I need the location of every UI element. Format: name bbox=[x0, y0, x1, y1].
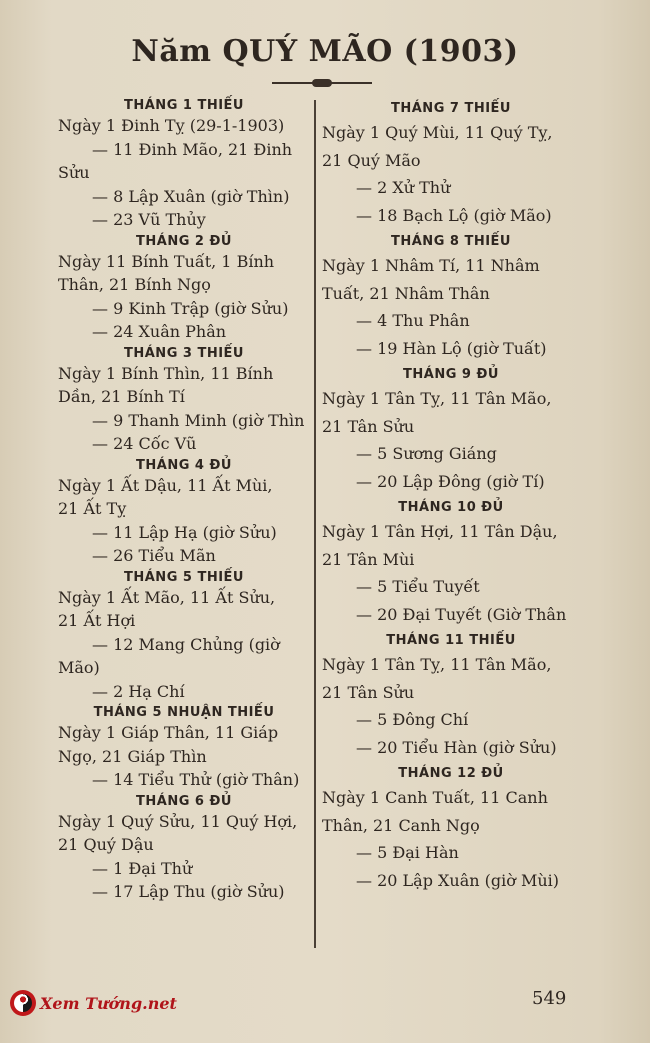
solar-term-line: — 19 Hàn Lộ (giờ Tuất) bbox=[356, 338, 547, 358]
solar-term-line: — 5 Đại Hàn bbox=[356, 843, 459, 862]
calendar-line: Thân, 21 Canh Ngọ bbox=[322, 815, 480, 835]
calendar-line: Ngày 1 Nhâm Tí, 11 Nhâm bbox=[322, 256, 540, 275]
calendar-line: Dần, 21 Bính Tí bbox=[58, 387, 185, 406]
month-heading: THÁNG 7 THIẾU bbox=[391, 101, 511, 116]
calendar-line: Ngày 1 Tân Tỵ, 11 Tân Mão, bbox=[322, 655, 552, 674]
site-logo[interactable] bbox=[10, 990, 177, 1016]
calendar-line: 21 Tân Mùi bbox=[322, 549, 415, 569]
solar-term-line: — 20 Đại Tuyết (Giờ Thân bbox=[356, 604, 567, 624]
calendar-line: Ngọ, 21 Giáp Thìn bbox=[58, 746, 207, 766]
page-title: Năm QUÝ MÃO (1903) bbox=[131, 34, 519, 69]
solar-term-line: — 9 Kinh Trập (giờ Sửu) bbox=[92, 298, 289, 318]
calendar-line: Ngày 1 Quý Mùi, 11 Quý Tỵ, bbox=[322, 123, 553, 142]
calendar-line: 21 Tân Sửu bbox=[322, 416, 415, 436]
solar-term-line: — 11 Lập Hạ (giờ Sửu) bbox=[92, 522, 277, 542]
solar-term-line: — 2 Xử Thử bbox=[356, 178, 451, 197]
left-column bbox=[58, 96, 310, 904]
solar-term-line: — 5 Sương Giáng bbox=[356, 444, 497, 463]
solar-term-line: — 23 Vũ Thủy bbox=[92, 210, 206, 229]
calendar-line: Ngày 1 Giáp Thân, 11 Giáp bbox=[58, 723, 279, 742]
page-number: 549 bbox=[532, 988, 567, 1009]
month-heading: THÁNG 12 ĐỦ bbox=[398, 766, 504, 781]
calendar-line: Thân, 21 Bính Ngọ bbox=[58, 275, 211, 294]
solar-term-line: — 20 Tiểu Hàn (giờ Sửu) bbox=[356, 737, 557, 757]
right-column bbox=[322, 96, 580, 894]
month-heading: THÁNG 5 NHUẬN THIẾU bbox=[93, 705, 275, 720]
calendar-line: Ngày 1 Ất Mão, 11 Ất Sửu, bbox=[58, 587, 276, 607]
solar-term-line: — 17 Lập Thu (giờ Sửu) bbox=[92, 882, 285, 901]
month-heading: THÁNG 11 THIẾU bbox=[386, 633, 516, 648]
month-heading: THÁNG 3 THIẾU bbox=[124, 345, 244, 361]
calendar-line: Tuất, 21 Nhâm Thân bbox=[322, 283, 490, 303]
calendar-line: Ngày 1 Bính Thìn, 11 Bính bbox=[58, 363, 274, 383]
calendar-line: 21 Quý Dậu bbox=[58, 835, 154, 854]
solar-term-line: — 2 Hạ Chí bbox=[92, 681, 185, 701]
month-heading: THÁNG 5 THIẾU bbox=[124, 569, 244, 585]
solar-term-line: — 24 Xuân Phân bbox=[92, 322, 227, 341]
solar-term-line: — 18 Bạch Lộ (giờ Mão) bbox=[356, 205, 552, 225]
calendar-line: Ngày 1 Tân Tỵ, 11 Tân Mão, bbox=[322, 389, 552, 408]
month-heading: THÁNG 8 THIẾU bbox=[391, 234, 511, 249]
calendar-line: Ngày 1 Ất Dậu, 11 Ất Mùi, bbox=[58, 475, 273, 495]
calendar-line: 21 Ất Tỵ bbox=[58, 499, 127, 518]
calendar-line: Mão) bbox=[58, 658, 100, 677]
solar-term-line: — 24 Cốc Vũ bbox=[92, 434, 197, 453]
solar-term-line: — 26 Tiểu Mãn bbox=[92, 546, 216, 565]
solar-term-line: — 14 Tiểu Thử (giờ Thân) bbox=[92, 770, 300, 789]
yin-yang-icon bbox=[10, 990, 36, 1016]
solar-term-line: — 20 Lập Xuân (giờ Mùi) bbox=[356, 870, 560, 890]
calendar-line: Ngày 1 Đinh Tỵ (29-1-1903) bbox=[58, 116, 285, 135]
solar-term-line: — 5 Tiểu Tuyết bbox=[356, 577, 480, 596]
solar-term-line: — 12 Mang Chủng (giờ bbox=[92, 634, 280, 654]
calendar-line: Sửu bbox=[58, 163, 90, 182]
month-heading: THÁNG 6 ĐỦ bbox=[136, 793, 232, 809]
calendar-line: 21 Quý Mão bbox=[322, 150, 421, 170]
month-heading: THÁNG 9 ĐỦ bbox=[403, 367, 499, 382]
calendar-line: Ngày 1 Canh Tuất, 11 Canh bbox=[322, 788, 548, 807]
calendar-line: Ngày 1 Tân Hợi, 11 Tân Dậu, bbox=[322, 522, 558, 541]
solar-term-line: — 1 Đại Thử bbox=[92, 858, 193, 878]
calendar-line: 21 Tân Sửu bbox=[322, 682, 415, 702]
month-heading: THÁNG 10 ĐỦ bbox=[398, 500, 504, 515]
column-divider bbox=[314, 100, 316, 948]
solar-term-line: — 9 Thanh Minh (giờ Thìn bbox=[92, 410, 305, 430]
solar-term-line: — 20 Lập Đông (giờ Tí) bbox=[356, 471, 545, 491]
solar-term-line: — 11 Đinh Mão, 21 Đinh bbox=[92, 139, 293, 159]
title-ornament bbox=[272, 78, 372, 88]
solar-term-line: — 8 Lập Xuân (giờ Thìn) bbox=[92, 186, 290, 206]
logo-text: Xem Tướng.net bbox=[40, 993, 177, 1013]
month-heading: THÁNG 1 THIẾU bbox=[124, 98, 244, 113]
month-heading: THÁNG 2 ĐỦ bbox=[136, 233, 232, 249]
calendar-line: 21 Ất Hợi bbox=[58, 611, 136, 630]
solar-term-line: — 5 Đông Chí bbox=[356, 710, 469, 729]
month-heading: THÁNG 4 ĐỦ bbox=[136, 457, 232, 473]
calendar-line: Ngày 11 Bính Tuất, 1 Bính bbox=[58, 251, 275, 271]
solar-term-line: — 4 Thu Phân bbox=[356, 311, 470, 330]
calendar-line: Ngày 1 Quý Sửu, 11 Quý Hợi, bbox=[58, 811, 298, 831]
